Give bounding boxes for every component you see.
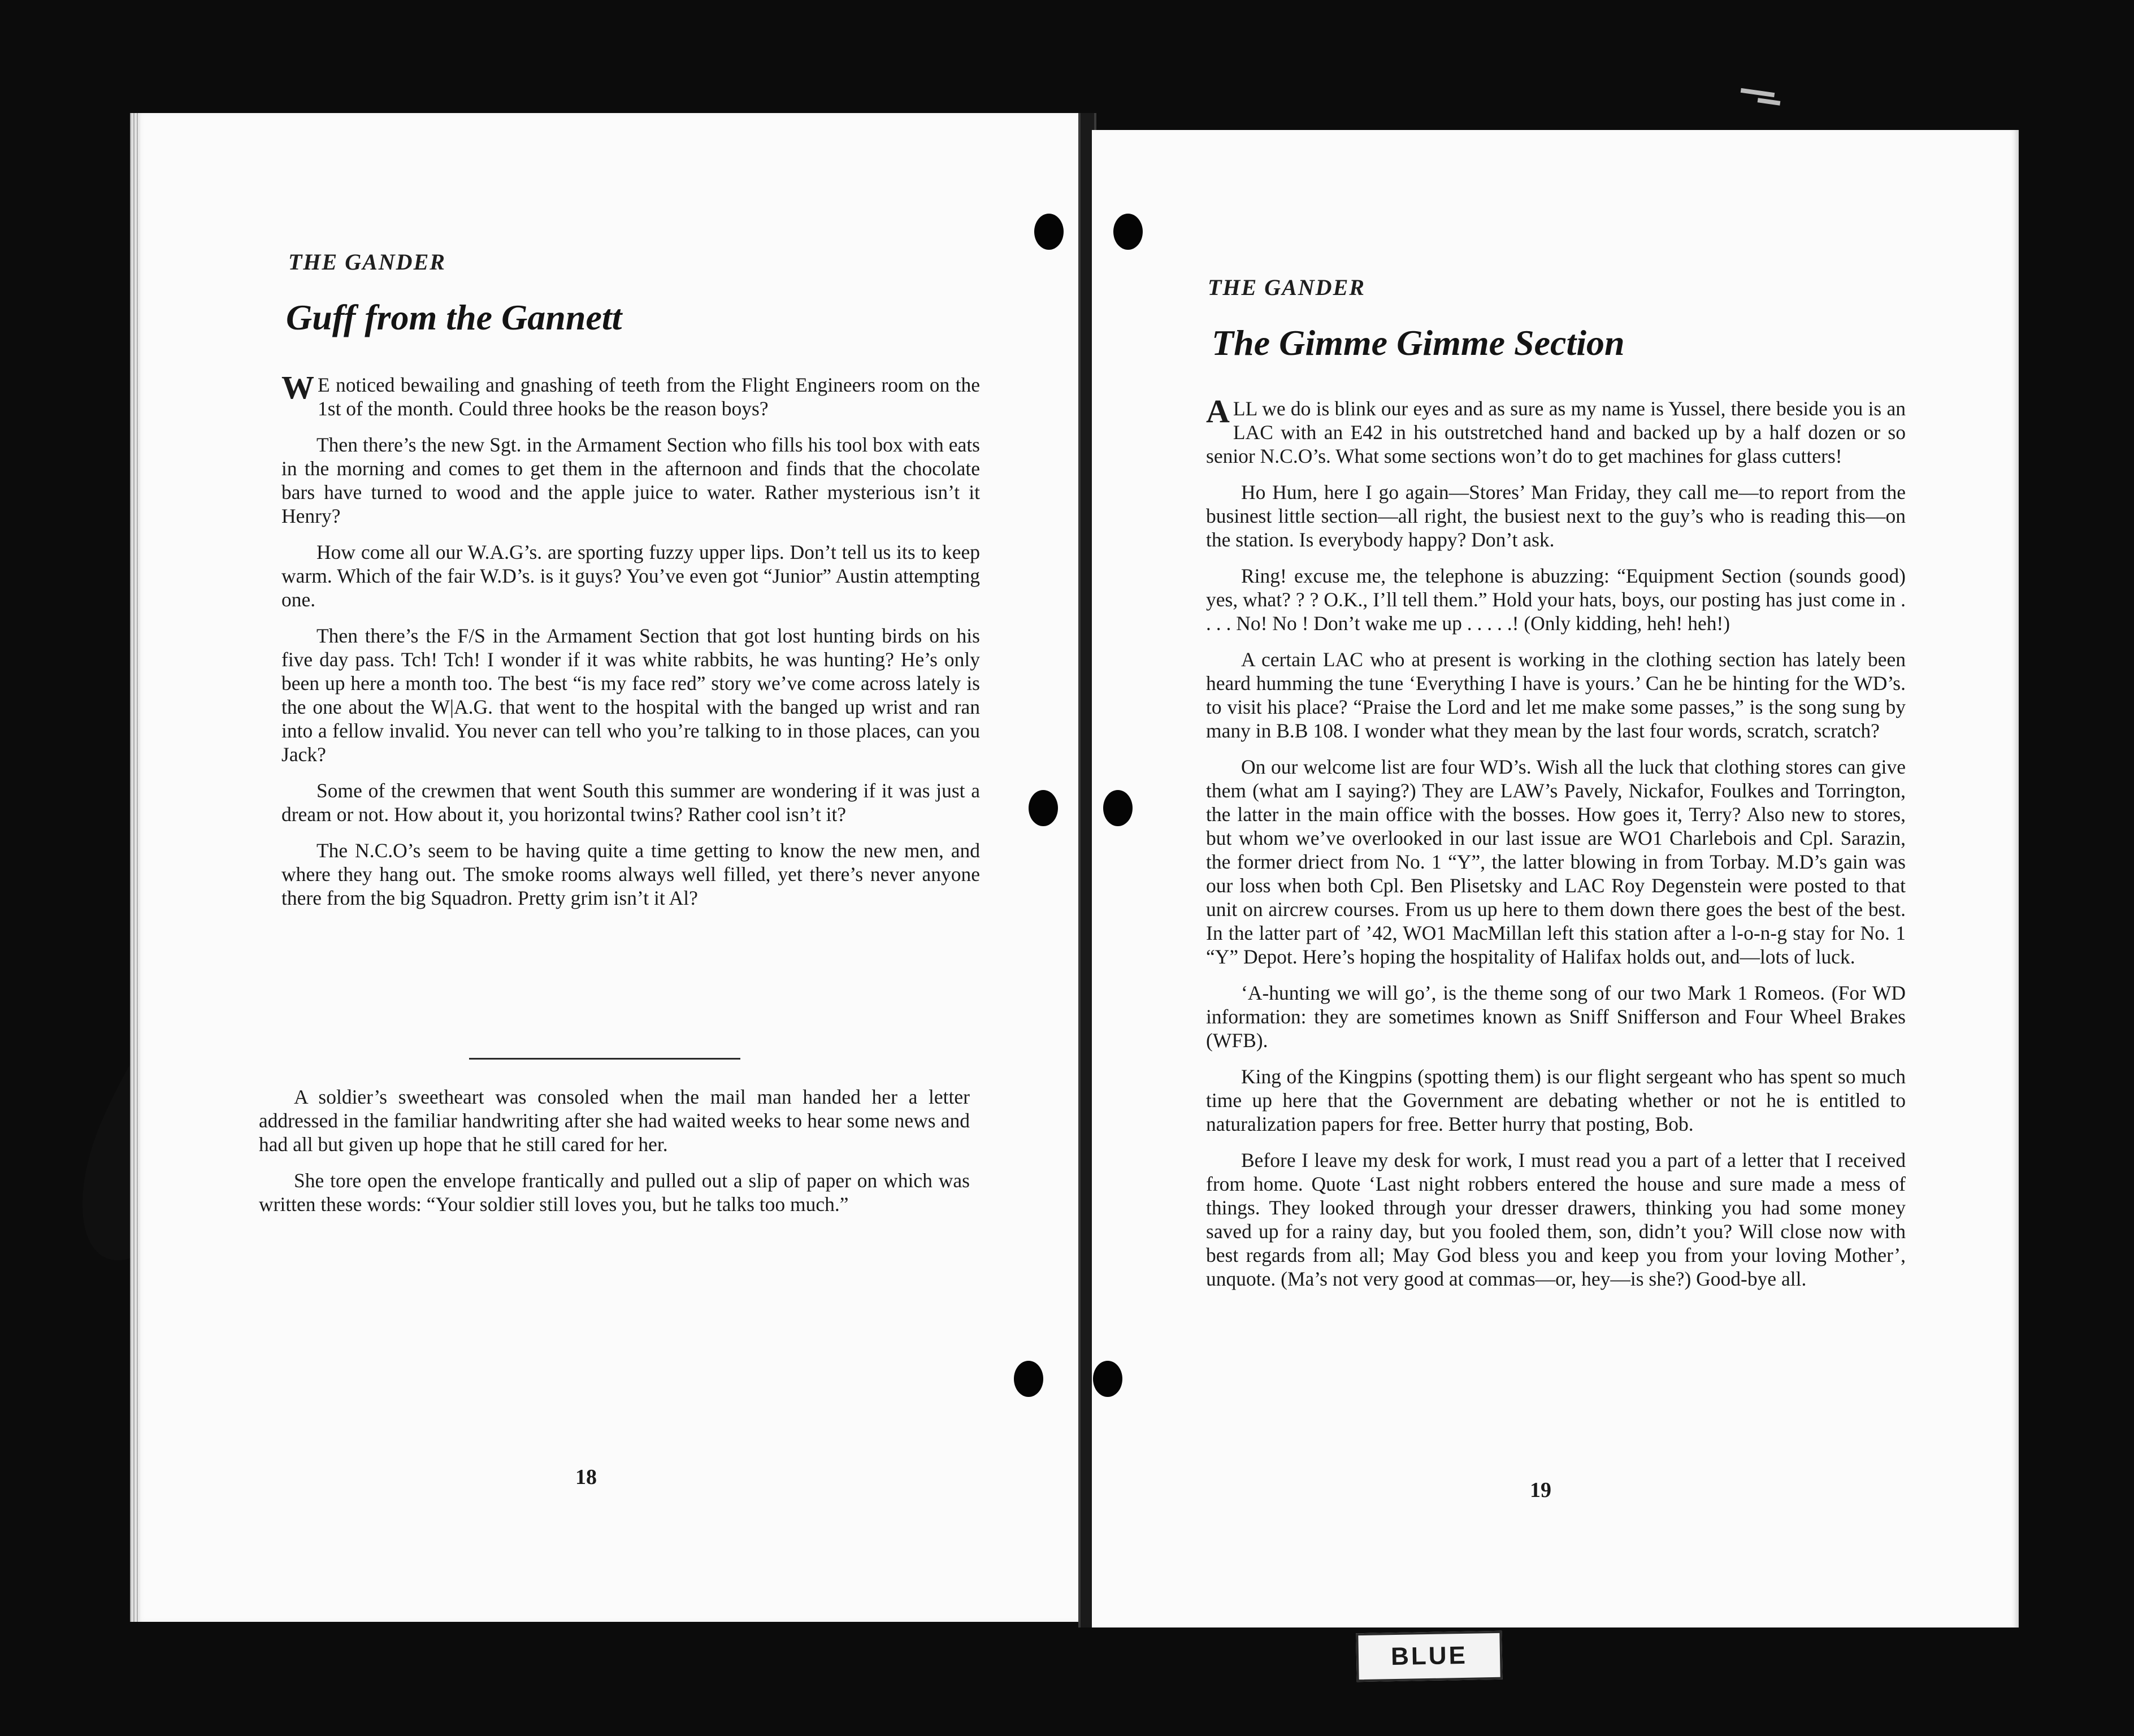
left-page-title: Guff from the Gannett (286, 297, 622, 337)
left-paragraph: Some of the crewmen that went South this summer are wondering if it was just a dream or not. How about it, you horizontal twins? Rather cool isn’t it? (281, 779, 980, 826)
binder-hole (1103, 790, 1133, 826)
joke-paragraph: She tore open the envelope frantically and pulled out a slip of paper on which was written these words: “Your soldier still loves you, but he talks too much.” (259, 1169, 970, 1216)
left-page-number: 18 (575, 1465, 597, 1489)
right-page-header: THE GANDER (1208, 275, 1365, 300)
binder-hole (1093, 1361, 1122, 1397)
right-paragraph: Ho Hum, here I go again—Stores’ Man Friday, they call me—to report from the businest little section—all right, the busiest next to the guy’s who is reading this—on the station. Is everybody happy? Don’t ask. (1206, 481, 1906, 551)
binder-hole (1029, 790, 1058, 826)
binder-hole (1014, 1361, 1043, 1397)
joke-paragraph: A soldier’s sweetheart was consoled when the mail man handed her a letter addressed in the familiar handwriting after she had waited weeks to hear some news and had all but given up hope that he still cared for her. (259, 1086, 970, 1156)
right-page-body (1206, 393, 1906, 1303)
right-paragraph: King of the Kingpins (spotting them) is our flight sergeant who has spent so much time up here that the Government are debating whether or not he is entitled to naturalization papers for free. Better hurry that posting, Bob. (1206, 1065, 1906, 1135)
binder-hole (1034, 214, 1064, 250)
right-paragraph: Before I leave my desk for work, I must read you a part of a letter that I received from home. Quote ‘Last night robbers entered the house and sure made a mess of things. They looked through your dresser drawers, thinking you had some money saved up for a rainy day, but you fooled them, son, didn’t you? Will close now with best regards from all; May God bless you and keep you from your loving Mother’, unquote. (Ma’s not very good at commas—or, hey—is she?) Good-bye all. (1206, 1149, 1906, 1290)
left-paragraph: The N.C.O’s seem to be having quite a time getting to know the new men, and where they hang out. The smoke rooms always well filled, yet there’s never anyone there from the big Squadron. Pretty grim isn’t it Al? (281, 839, 980, 909)
right-page-number: 19 (1530, 1478, 1551, 1502)
right-paragraph: A certain LAC who at present is working in the clothing section has lately been heard humming the tune ‘Everything I have is yours.’ Can he be hinting for the WD’s. to visit his place? “Praise the Lord and let me make some passes,” is the song sung by many in B.B 108. I wonder what they mean by the last four words, scratch, scratch? (1206, 648, 1906, 742)
left-paragraph: How come all our W.A.G’s. are sporting fuzzy upper lips. Don’t tell us its to keep warm. Which of the fair W.D’s. is it guys? You’ve even got “Junior” Austin attempting one. (281, 541, 980, 611)
scan-artifact (1758, 98, 1781, 105)
right-paragraph: Ring! excuse me, the telephone is abuzzing: “Equipment Section (sounds good) yes, what? ? ? O.K., I’ll tell them.” Hold your hats, boys, our posting has just come in . . . . No! No ! Don’t wake me up . . . . .! (Only kidding, heh! heh!) (1206, 565, 1906, 635)
left-first-paragraph (281, 369, 980, 420)
right-page (1092, 130, 2019, 1628)
left-page-body (281, 369, 980, 922)
color-tag: BLUE (1356, 1631, 1502, 1682)
right-first-paragraph-text: LL we do is blink our eyes and as sure as my name is Yussel, there beside you is an LAC with an E42 in his outstretched hand and backed up by a half dozen or so senior N.C.O’s. What some sections won’t do to get machines for glass cutters! (1206, 397, 1906, 467)
right-dropcap: A (1206, 393, 1230, 429)
left-paragraph: Then there’s the new Sgt. in the Armament Section who fills his tool box with eats in the morning and comes to get them in the afternoon and finds that the chocolate bars have turned to wood and the apple juice to water. Rather mysterious isn’t it Henry? (281, 433, 980, 527)
right-paragraph: ‘A-hunting we will go’, is the theme song of our two Mark 1 Romeos. (For WD information: they are sometimes known as Sniff Snifferson and Four Wheel Brakes (WFB). (1206, 982, 1906, 1052)
left-first-paragraph-text: E noticed bewailing and gnashing of teeth from the Flight Engineers room on the 1st of the month. Could three hooks be the reason boys? (318, 374, 980, 420)
left-page-header: THE GANDER (288, 249, 446, 275)
scan-artifact (1741, 88, 1775, 97)
left-dropcap: W (281, 369, 314, 406)
left-paragraph: Then there’s the F/S in the Armament Section that got lost hunting birds on his five day pass. Tch! Tch! I wonder if it was white rabbits, he was hunting? He’s only been up here a month too. The best “is my face red” story we’ve come across lately is the one about the W|A.G. that went to the hospital with the banged up wrist and ran into a fellow invalid. You never can tell who you’re talking to in those places, can you Jack? (281, 624, 980, 766)
section-divider (469, 1058, 740, 1060)
page-edge (130, 113, 140, 1622)
left-page (130, 113, 1078, 1622)
right-page-title: The Gimme Gimme Section (1212, 323, 1625, 363)
right-paragraph: On our welcome list are four WD’s. Wish all the luck that clothing stores can give them (what am I saying?) They are LAW’s Pavely, Nickafor, Foulkes and Torrington, the latter in the main office with the bosses. How goes it, Terry? Also new to stores, but whom we’ve overlooked in our last issue are WO1 Charlebois and Cpl. Sarazin, the former driect from No. 1 “Y”, the latter blowing in from Torbay. M.D’s gain was our loss when both Cpl. Ben Plisetsky and LAC Roy Degenstein were posted to that unit on aircrew courses. From us up here to them down there goes the best of the best. In the latter part of ’42, WO1 MacMillan left this station after a l-o-n-g stay for No. 1 “Y” Depot. Here’s hoping the hospitality of Halifax holds out, and—lots of luck. (1206, 756, 1906, 968)
left-page-joke (259, 1085, 970, 1229)
binder-hole (1113, 214, 1143, 250)
right-first-paragraph (1206, 393, 1906, 468)
